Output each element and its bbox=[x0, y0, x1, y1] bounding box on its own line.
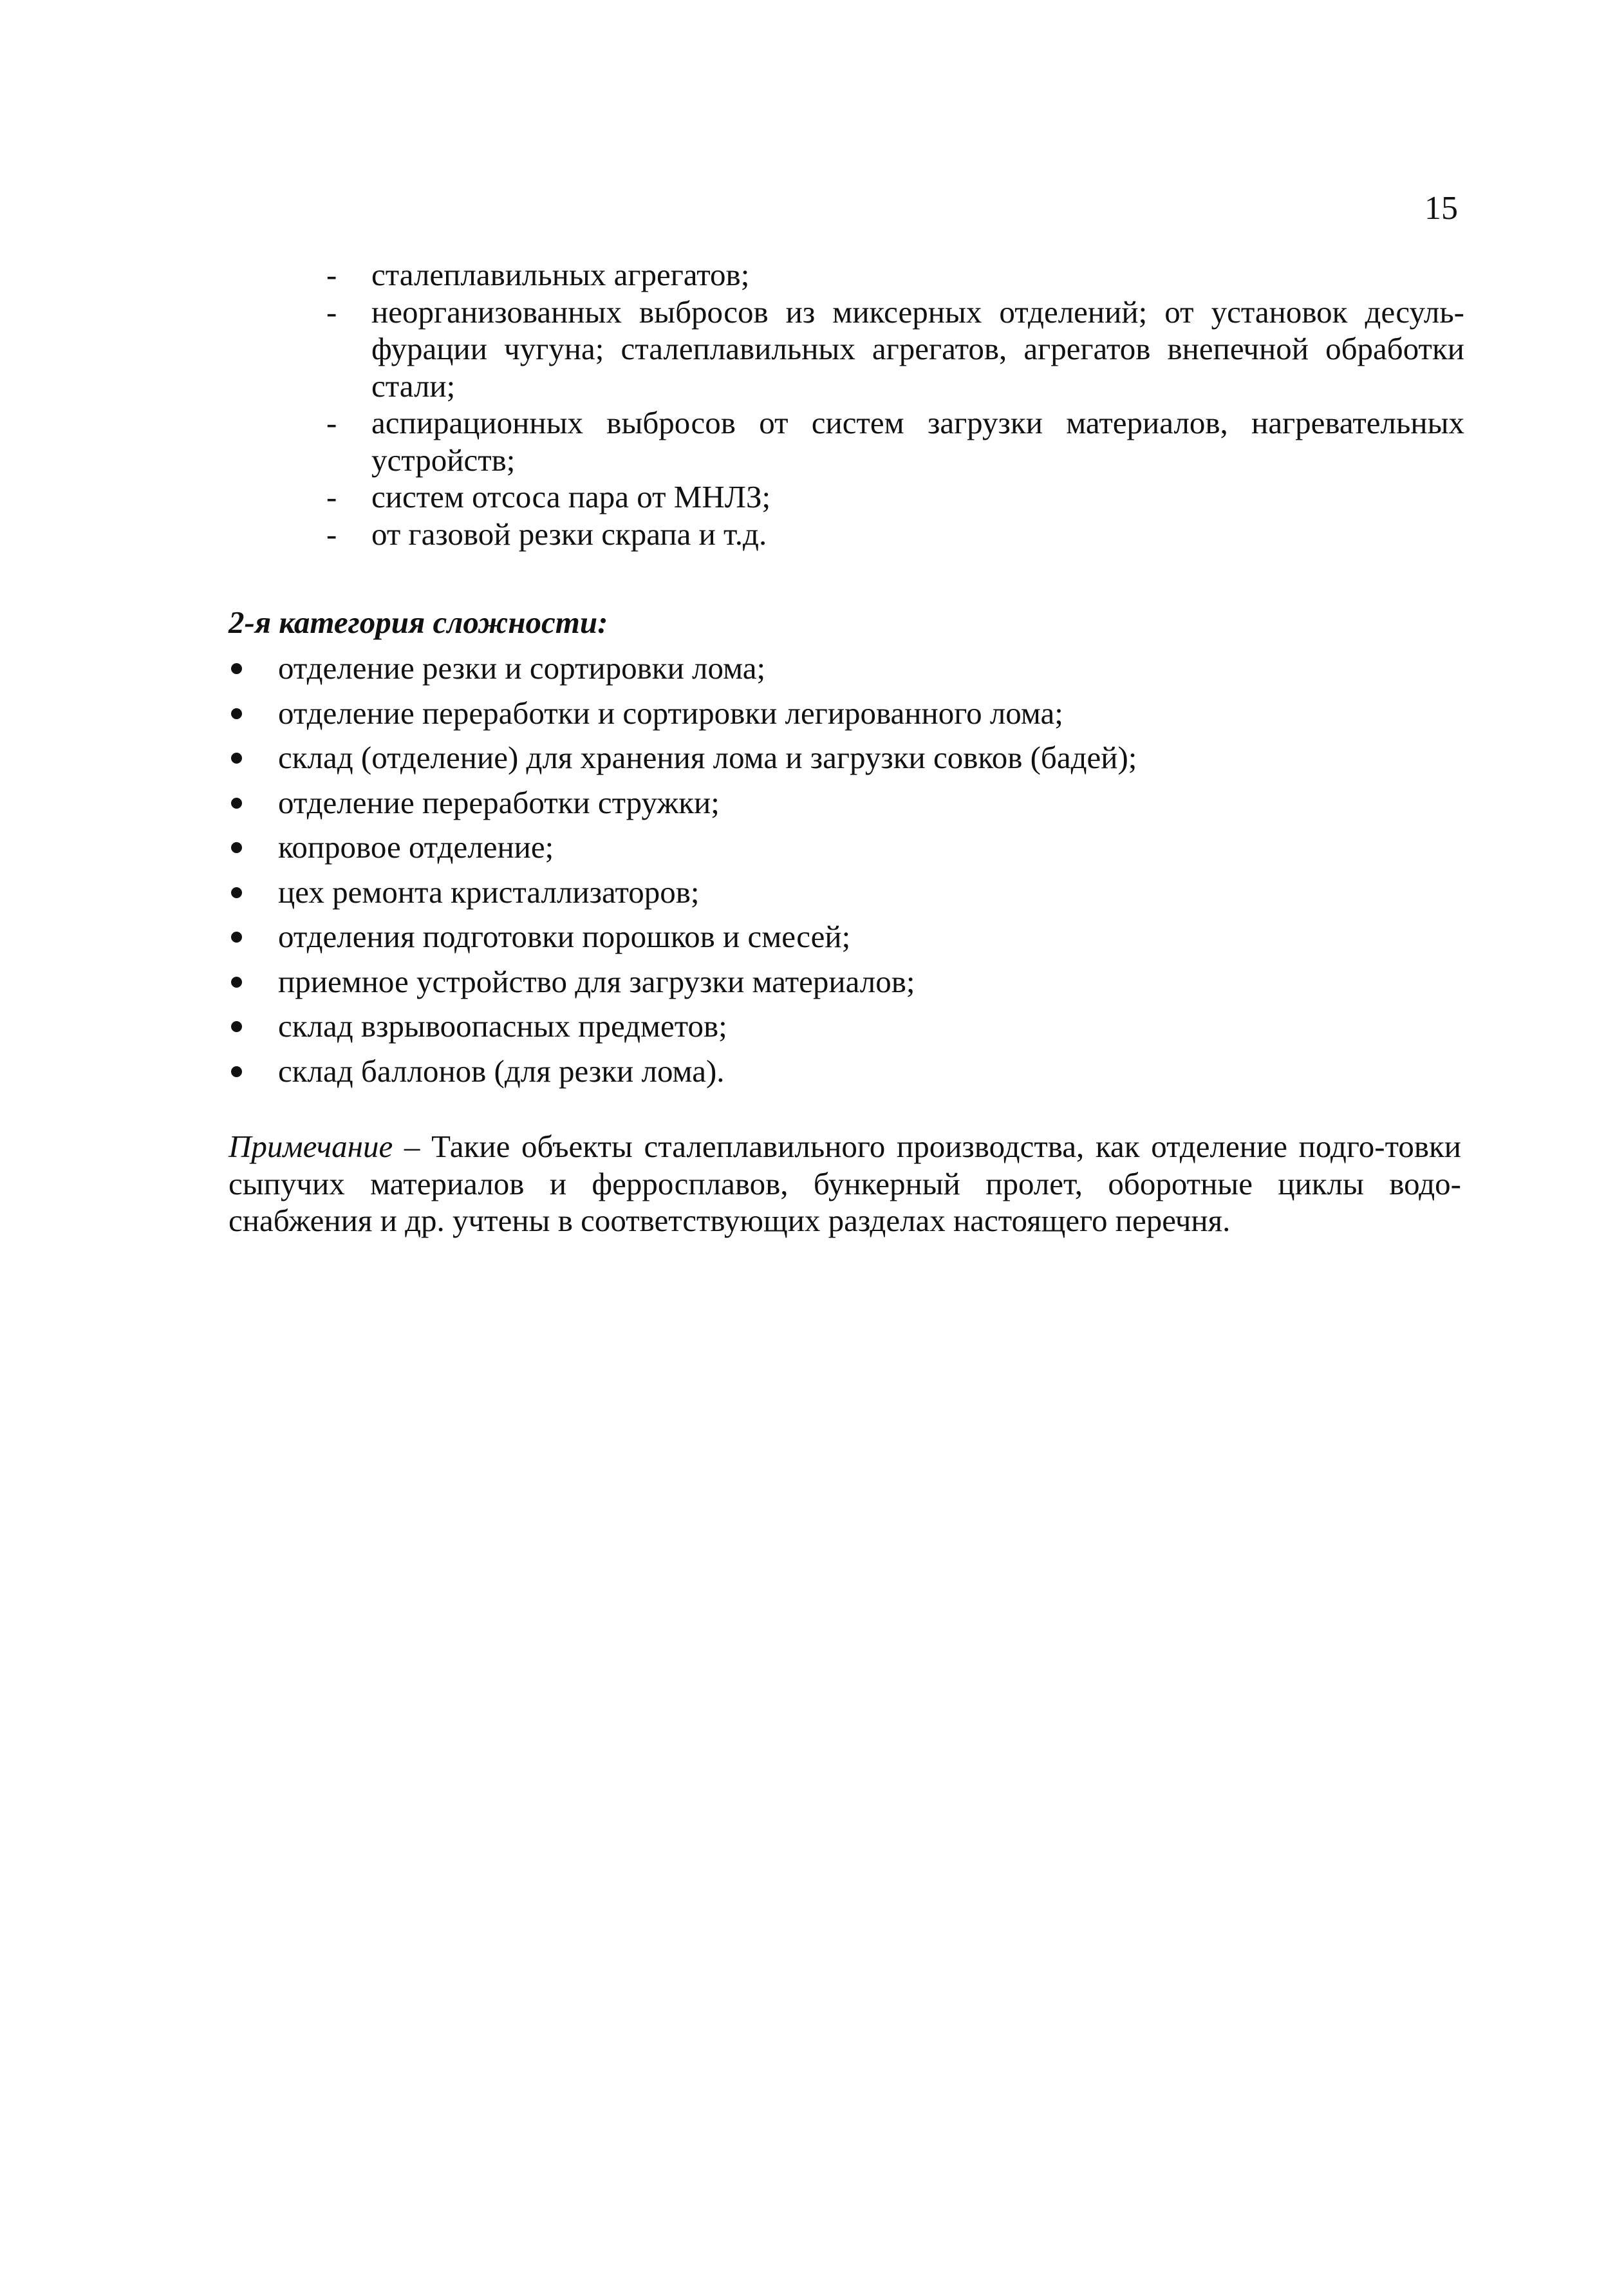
note-paragraph bbox=[229, 1128, 1461, 1239]
category-objects-list bbox=[229, 646, 1451, 1093]
note-label: Примечание bbox=[229, 1129, 393, 1164]
list-item: приемное устройство для загрузки материалов; bbox=[229, 959, 1451, 1004]
list-item: - неорганизованных выбросов из миксерных отделений; от установок десуль-фурации чугуна; сталеплавильных агрегатов, агрегатов внепечной обработки стали; bbox=[319, 294, 1464, 405]
list-item: отделения подготовки порошков и смесей; bbox=[229, 914, 1451, 959]
list-item: отделение переработки стружки; bbox=[229, 780, 1451, 825]
list-item: - от газовой резки скрапа и т.д. bbox=[319, 516, 1464, 553]
emission-sources-list bbox=[319, 256, 1464, 552]
list-item: - сталеплавильных агрегатов; bbox=[319, 256, 1464, 294]
note-text: Такие объекты сталеплавильного производства, как отделение подго-товки сыпучих материалов и ферросплавов, бункерный пролет, оборотные циклы водо-снабжения и др. учтены в соответствующих разделах настоящего перечня. bbox=[229, 1129, 1461, 1238]
list-item: - систем отсоса пара от МНЛЗ; bbox=[319, 478, 1464, 516]
list-item: склад (отделение) для хранения лома и загрузки совков (бадей); bbox=[229, 735, 1451, 780]
list-item: отделение переработки и сортировки легированного лома; bbox=[229, 691, 1451, 736]
list-item: отделение резки и сортировки лома; bbox=[229, 646, 1451, 691]
list-item: склад баллонов (для резки лома). bbox=[229, 1049, 1451, 1094]
list-item: цех ремонта кристаллизаторов; bbox=[229, 870, 1451, 915]
category-heading: 2-я категория сложности: bbox=[229, 605, 608, 640]
page-number: 15 bbox=[1424, 190, 1458, 227]
note-separator: – bbox=[393, 1129, 432, 1164]
list-item: склад взрывоопасных предметов; bbox=[229, 1004, 1451, 1049]
list-item: копровое отделение; bbox=[229, 825, 1451, 870]
list-item: - аспирационных выбросов от систем загрузки материалов, нагревательных устройств; bbox=[319, 404, 1464, 478]
